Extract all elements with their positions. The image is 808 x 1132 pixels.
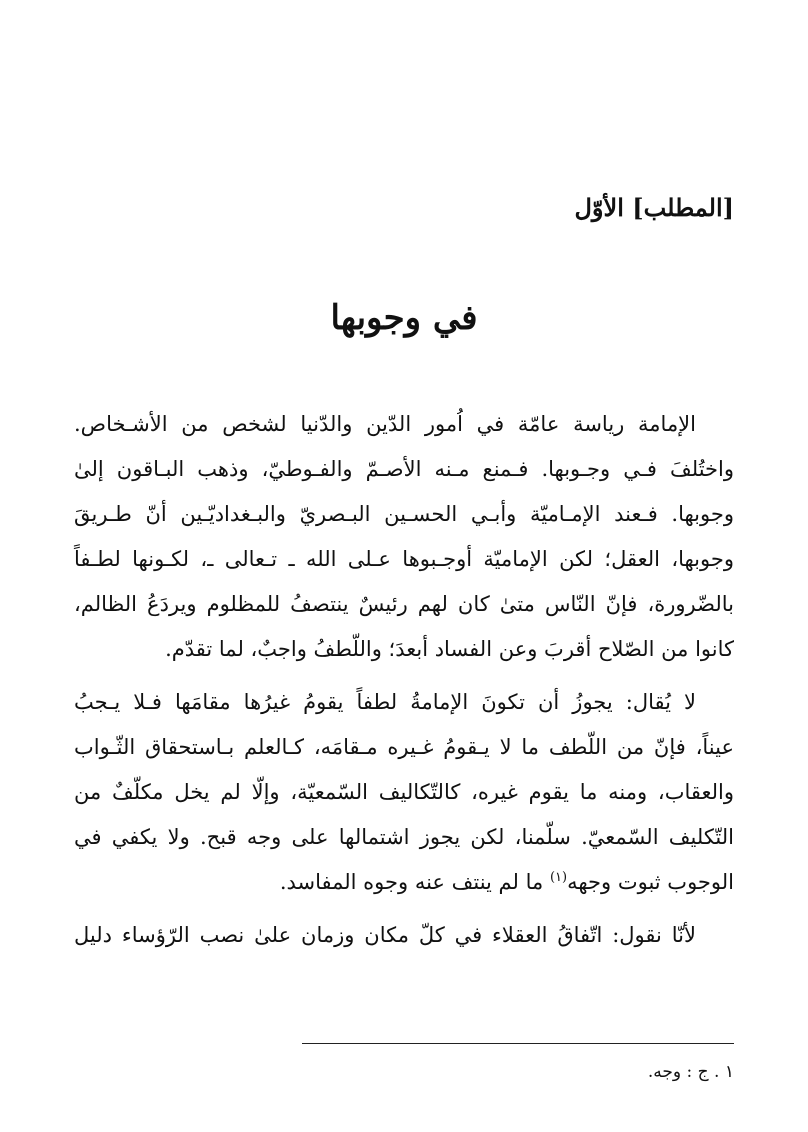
footnote: ١ . ج : وجه. [647, 1062, 734, 1082]
text-line: واختُلفَ فـي وجـوبها. فـمنع مـنه الأصـمّ والفـوطيّ، وذهب البـاقون إلىٰ [74, 457, 734, 481]
paragraph-2 [74, 680, 734, 905]
text-line [74, 680, 734, 725]
footnote-divider [302, 1043, 734, 1044]
text-line: كانوا من الصّلاح أقربَ وعن الفساد أبعدَ؛ واللّطفُ واجبٌ، لما تقدّم. [165, 637, 734, 661]
text-line: التّكليف السّمعيّ. سلّمنا، لكن يجوز اشتمالها على وجه قبح. ولا يكفي في [74, 825, 734, 849]
chapter-title: في وجوبها [330, 298, 478, 338]
paragraph-1 [74, 402, 734, 672]
line-text: ما لم ينتف عنه وجوه المفاسد. [279, 870, 544, 894]
line-text: لا يُقال: يجوزُ أن تكونَ الإمامةُ لطفاً يقومُ غيرُها مقامَها فـلا يـجبُ [74, 690, 696, 714]
text-line [74, 860, 734, 905]
section-heading: [المطلب] الأوّل [574, 193, 734, 222]
paragraph-3 [74, 913, 734, 958]
text-line: عيناً، فإنّ من اللّطف ما لا يـقومُ غـيره مـقامَه، كـالعلم بـاستحقاق الثّـواب [74, 735, 734, 759]
body-text [74, 402, 734, 958]
line-text: لأنّا نقول: اتّفاقُ العقلاء في كلّ مكان وزمان علىٰ نصب الرّؤساء دليل [74, 923, 696, 947]
line-text: الوجوب ثبوت وجهه [567, 870, 734, 894]
line-text: الإمامة رياسة عامّة في اُمور الدّين والدّنيا لشخص من الأشـخاص. [74, 412, 696, 436]
footnote-marker[interactable]: (١) [549, 870, 568, 885]
text-line: بالضّرورة، فإنّ النّاس متىٰ كان لهم رئيسٌ ينتصفُ للمظلوم ويردَعُ الظالم، [74, 592, 734, 616]
text-line: والعقاب، ومنه ما يقوم غيره، كالتّكاليف السّمعيّة، وإلّا لم يخل مكلّفٌ من [74, 780, 734, 804]
text-line [74, 402, 734, 447]
text-line: وجوبها، العقل؛ لكن الإماميّة أوجـبوها عـلى الله ـ تـعالى ـ، لكـونها لطـفاً [74, 547, 734, 571]
text-line: وجوبها. فـعند الإمـاميّة وأبـي الحسـين البـصريّ والبـغداديّـين أنّ طـريقَ [74, 502, 734, 526]
text-line [74, 913, 734, 958]
